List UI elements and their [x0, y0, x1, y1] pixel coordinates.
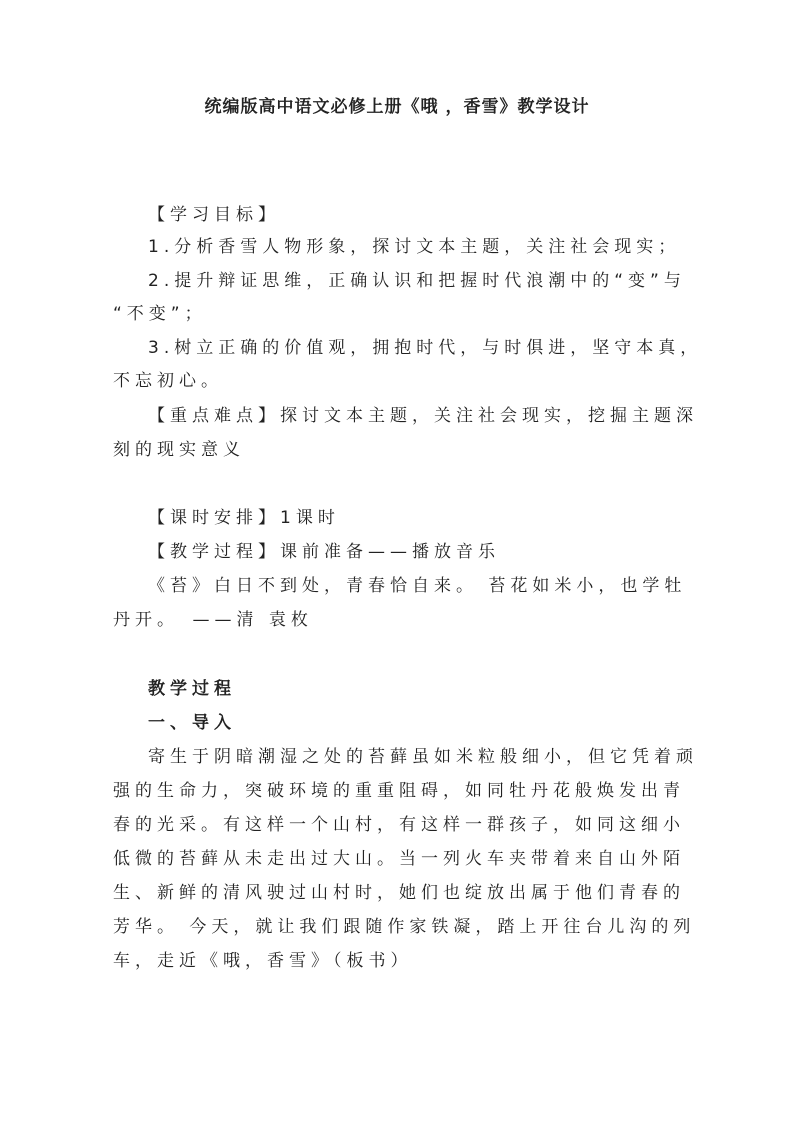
objective-2: 2.提升辩证思维，正确认识和把握时代浪潮中的“变”与	[148, 271, 686, 291]
key-difficulty-continued: 刻的现实意义	[113, 440, 245, 460]
section-heading-introduction: 一、导入	[148, 713, 236, 733]
objective-3-continued: 不忘初心。	[113, 371, 223, 391]
key-difficulty: 【重点难点】探讨文本主题，关注社会现实，挖掘主题深	[148, 406, 698, 426]
intro-paragraph-line-5: 生、新鲜的清风驶过山村时，她们也绽放出属于他们青春的	[113, 883, 685, 903]
objective-3: 3.树立正确的价值观，拥抱时代，与时俱进，坚守本真，	[148, 338, 703, 358]
intro-paragraph-line-4: 低微的苔藓从未走出过大山。当一列火车夹带着来自山外陌	[113, 849, 685, 869]
teaching-process-prep: 【教学过程】课前准备——播放音乐	[148, 542, 500, 562]
intro-paragraph-line-6: 芳华。 今天，就让我们跟随作家铁凝，踏上开往台儿沟的列	[113, 917, 696, 937]
intro-paragraph-line-2: 强的生命力，突破环境的重重阻碍，如同牡丹花般焕发出青	[113, 781, 685, 801]
class-schedule: 【课时安排】1课时	[148, 508, 340, 528]
poem-line-continued: 丹开。 ——清 袁枚	[113, 610, 313, 630]
intro-paragraph-line-3: 春的光采。有这样一个山村，有这样一群孩子，如同这细小	[113, 815, 685, 835]
intro-paragraph-line-1: 寄生于阴暗潮湿之处的苔藓虽如米粒般细小，但它凭着顽	[148, 747, 698, 767]
intro-paragraph-line-7: 车，走近《哦，香雪》（板书）	[113, 951, 413, 971]
poem-line: 《苔》白日不到处，青春恰自来。 苔花如米小，也学牡	[148, 576, 687, 596]
document-title: 统编版高中语文必修上册《哦 ，香雪》教学设计	[204, 97, 590, 117]
section-heading-teaching-process: 教学过程	[148, 679, 236, 699]
objective-2-continued: “不变”；	[113, 304, 207, 324]
section-heading-objectives: 【学习目标】	[148, 205, 280, 225]
objective-1: 1.分析香雪人物形象，探讨文本主题，关注社会现实；	[148, 237, 681, 257]
